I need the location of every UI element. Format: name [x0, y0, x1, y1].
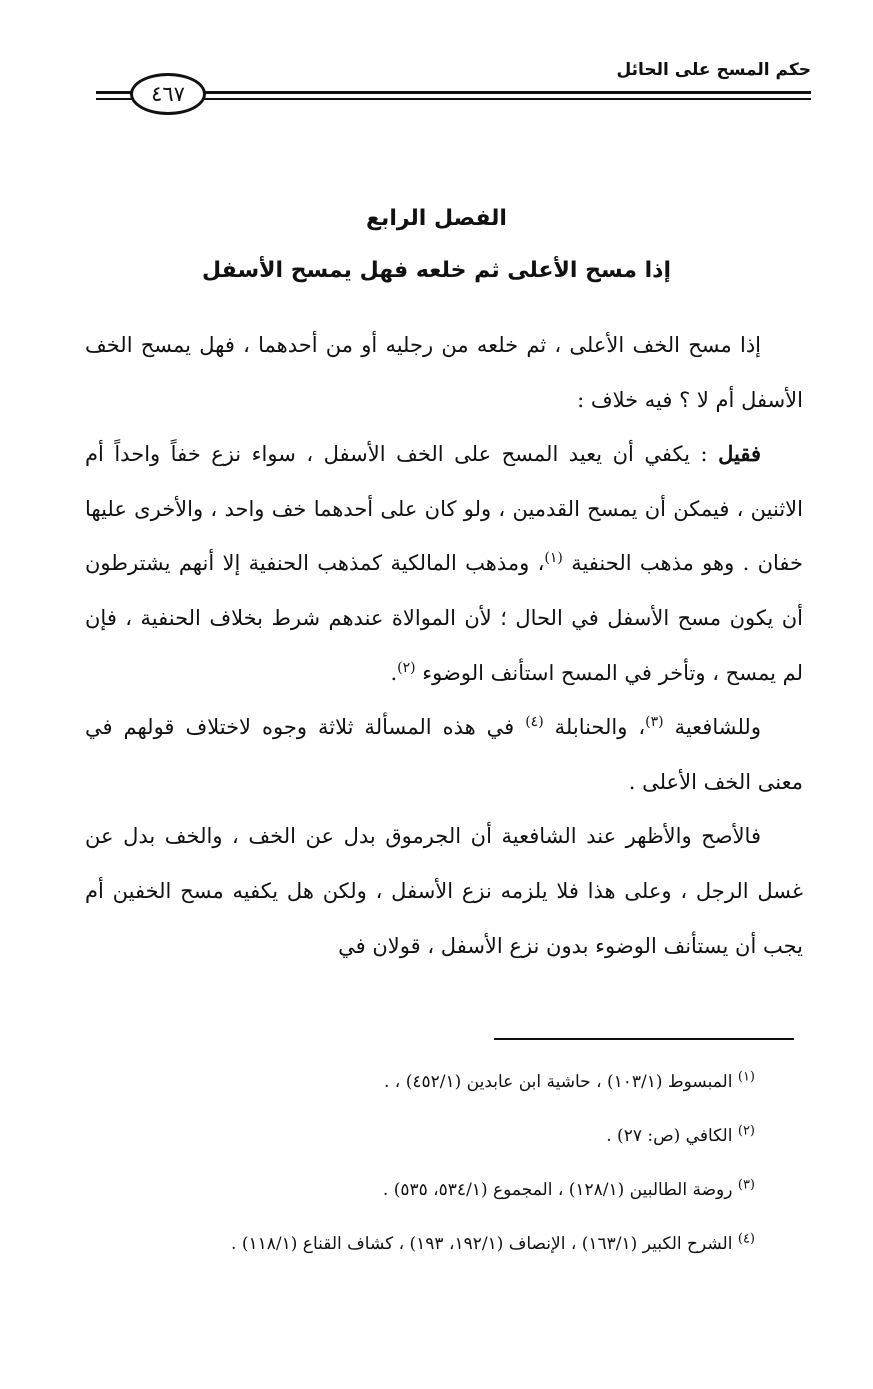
- footnotes: [80, 1055, 755, 1271]
- footnote-mark: (٢): [737, 1123, 755, 1139]
- paragraph-3-part-c: في هذه المسألة ثلاثة وجوه لاختلاف قولهم في معنى الخف الأعلى .: [85, 715, 803, 794]
- paragraph-2-lead: فقيل: [718, 441, 761, 467]
- footnote-4: [80, 1217, 755, 1271]
- footnote-mark: (١): [737, 1069, 755, 1085]
- footnote-mark: (٤): [737, 1231, 755, 1247]
- paragraph-3-part-a: وللشافعية: [674, 715, 761, 740]
- footnote-ref-3[interactable]: (٣): [645, 714, 664, 731]
- running-title: حكم المسح على الحائل: [616, 60, 811, 80]
- paragraph-2-part-a: : يكفي أن يعيد المسح على الخف الأسفل ، سواء نزع خفاً واحداً أم الاثنين ، فيمكن أن يمسح القدمين ، ولو كان على أحدهما خف واحد ، والأخرى عليها خفان . وهو مذهب الحنفية: [85, 442, 803, 576]
- footnote-separator: [494, 1038, 794, 1040]
- footnote-text: روضة الطالبين (١٢٨/١) ، المجموع (٥٣٤/١، ٥٣٥) .: [382, 1180, 733, 1200]
- paragraph-1: إذا مسح الخف الأعلى ، ثم خلعه من رجليه أو من أحدهما ، فهل يمسح الخف الأسفل أم لا ؟ فيه خلاف :: [85, 333, 803, 412]
- paragraph-3: [85, 700, 803, 809]
- footnote-3: [80, 1163, 755, 1217]
- body-text: [85, 318, 803, 973]
- paragraph-2-part-b: ، ومذهب المالكية كمذهب الحنفية إلا أنهم يشترطون أن يكون مسح الأسفل في الحال ؛ لأن الموالاة عندهم شرط بخلاف الحنفية ، فإن لم يمسح ، وتأخر في المسح استأنف الوضوء: [85, 551, 803, 685]
- paragraph-2-part-c: .: [390, 660, 398, 685]
- page-number: ٤٦٧: [151, 81, 185, 106]
- chapter-subtitle: إذا مسح الأعلى ثم خلعه فهل يمسح الأسفل: [202, 258, 671, 283]
- footnote-1: [80, 1055, 755, 1109]
- chapter-title: الفصل الرابع: [366, 206, 507, 231]
- paragraph-3-part-b: ، والحنابلة: [554, 715, 646, 740]
- footnote-text: المبسوط (١٠٣/١) ، حاشية ابن عابدين (٤٥٢/١) ، .: [384, 1072, 733, 1092]
- paragraph-2: [85, 427, 803, 700]
- footnote-ref-1[interactable]: (١): [544, 550, 563, 567]
- footnote-mark: (٣): [737, 1177, 755, 1193]
- paragraph-4: فالأصح والأظهر عند الشافعية أن الجرموق بدل عن الخف ، والخف بدل عن غسل الرجل ، وعلى هذا فلا يلزمه نزع الأسفل ، ولكن هل يكفيه مسح الخفين أم يجب أن يستأنف الوضوء بدون نزع الأسفل ، قولان في: [85, 824, 803, 958]
- footnote-text: الكافي (ص: ٢٧) .: [606, 1126, 733, 1146]
- footnote-text: الشرح الكبير (١٦٣/١) ، الإنصاف (١٩٢/١، ١٩٣) ، كشاف القناع (١١٨/١) .: [231, 1234, 733, 1254]
- footnote-2: [80, 1109, 755, 1163]
- footnote-ref-4[interactable]: (٤): [525, 714, 544, 731]
- footnote-ref-2[interactable]: (٢): [397, 659, 416, 676]
- page-number-badge: [130, 73, 206, 115]
